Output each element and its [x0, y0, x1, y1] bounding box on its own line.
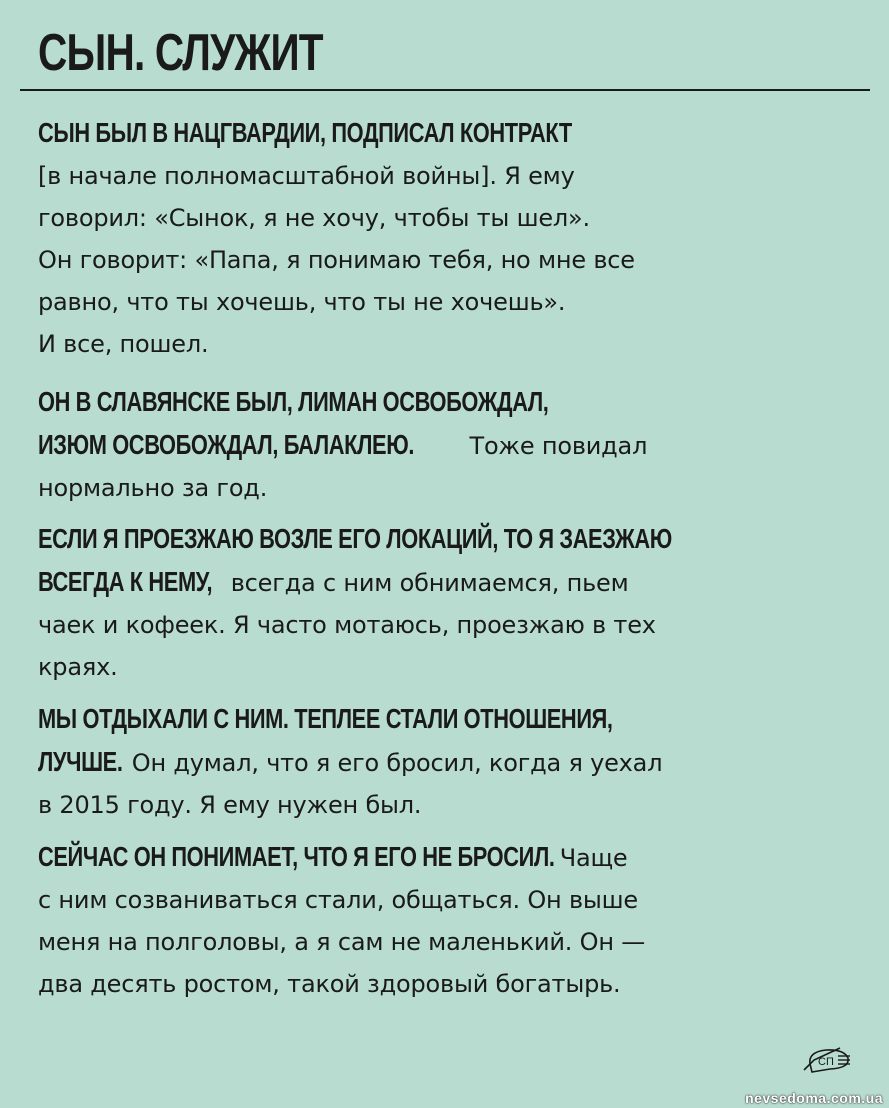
lead-text: ЛУЧШЕ.	[38, 746, 123, 777]
text-line: меня на полголовы, а я сам не маленький. Он —	[38, 928, 646, 956]
text-line: [в начале полномасштабной войны]. Я ему	[38, 162, 575, 190]
speech-bubble-icon	[800, 1040, 854, 1076]
body-text: Чаще	[552, 844, 628, 872]
text-line: равно, что ты хочешь, что ты не хочешь».	[38, 288, 566, 316]
text-line	[38, 518, 838, 561]
paragraph-5	[38, 836, 838, 1005]
text-line: Он говорит: «Папа, я понимаю тебя, но мне все	[38, 246, 635, 274]
text-line	[38, 112, 838, 155]
paragraph-2	[38, 381, 838, 509]
paragraph-4	[38, 698, 838, 826]
paragraph-3	[38, 518, 838, 688]
watermark: nevsedoma.com.ua	[745, 1090, 883, 1106]
lead-text: ЕСЛИ Я ПРОЕЗЖАЮ ВОЗЛЕ ЕГО ЛОКАЦИЙ, ТО Я ЗАЕЗЖАЮ	[38, 523, 672, 554]
lead-text: ВСЕГДА К НЕМУ,	[38, 566, 213, 597]
lead-text: МЫ ОТДЫХАЛИ С НИМ. ТЕПЛЕЕ СТАЛИ ОТНОШЕНИЯ,	[38, 703, 613, 734]
lead-text: ИЗЮМ ОСВОБОЖДАЛ, БАЛАКЛЕЮ.	[38, 429, 415, 460]
lead-text: СЫН БЫЛ В НАЦГВАРДИИ, ПОДПИСАЛ КОНТРАКТ	[38, 117, 572, 148]
body-text: Он думал, что я его бросил, когда я уехал	[124, 749, 663, 777]
logo-text: СП	[818, 1056, 834, 1068]
text-line: в 2015 году. Я ему нужен был.	[38, 791, 422, 819]
text-line	[38, 381, 838, 424]
body-text: всегда с ним обнимаемся, пьем	[223, 569, 629, 597]
text-line: с ним созваниваться стали, общаться. Он выше	[38, 886, 638, 914]
text-line: два десять ростом, такой здоровый богатырь.	[38, 970, 621, 998]
text-line: чаек и кофеек. Я часто мотаюсь, проезжаю в тех	[38, 611, 656, 639]
paragraph-1	[38, 112, 838, 365]
text-line	[38, 698, 838, 741]
text-line: нормально за год.	[38, 474, 268, 502]
lead-text: СЕЙЧАС ОН ПОНИМАЕТ, ЧТО Я ЕГО НЕ БРОСИЛ.	[38, 841, 555, 872]
text-line	[38, 836, 838, 879]
text-line: говорил: «Сынок, я не хочу, чтобы ты шел».	[38, 204, 590, 232]
lead-text: ОН В СЛАВЯНСКЕ БЫЛ, ЛИМАН ОСВОБОЖДАЛ,	[38, 386, 549, 417]
text-line	[38, 424, 838, 467]
title-divider	[20, 89, 870, 91]
page-title: СЫН. СЛУЖИТ	[38, 24, 323, 82]
body-text: Тоже повидал	[462, 432, 648, 460]
text-line: краях.	[38, 653, 118, 681]
text-line	[38, 741, 838, 784]
text-line: И все, пошел.	[38, 330, 209, 358]
text-line	[38, 561, 838, 604]
